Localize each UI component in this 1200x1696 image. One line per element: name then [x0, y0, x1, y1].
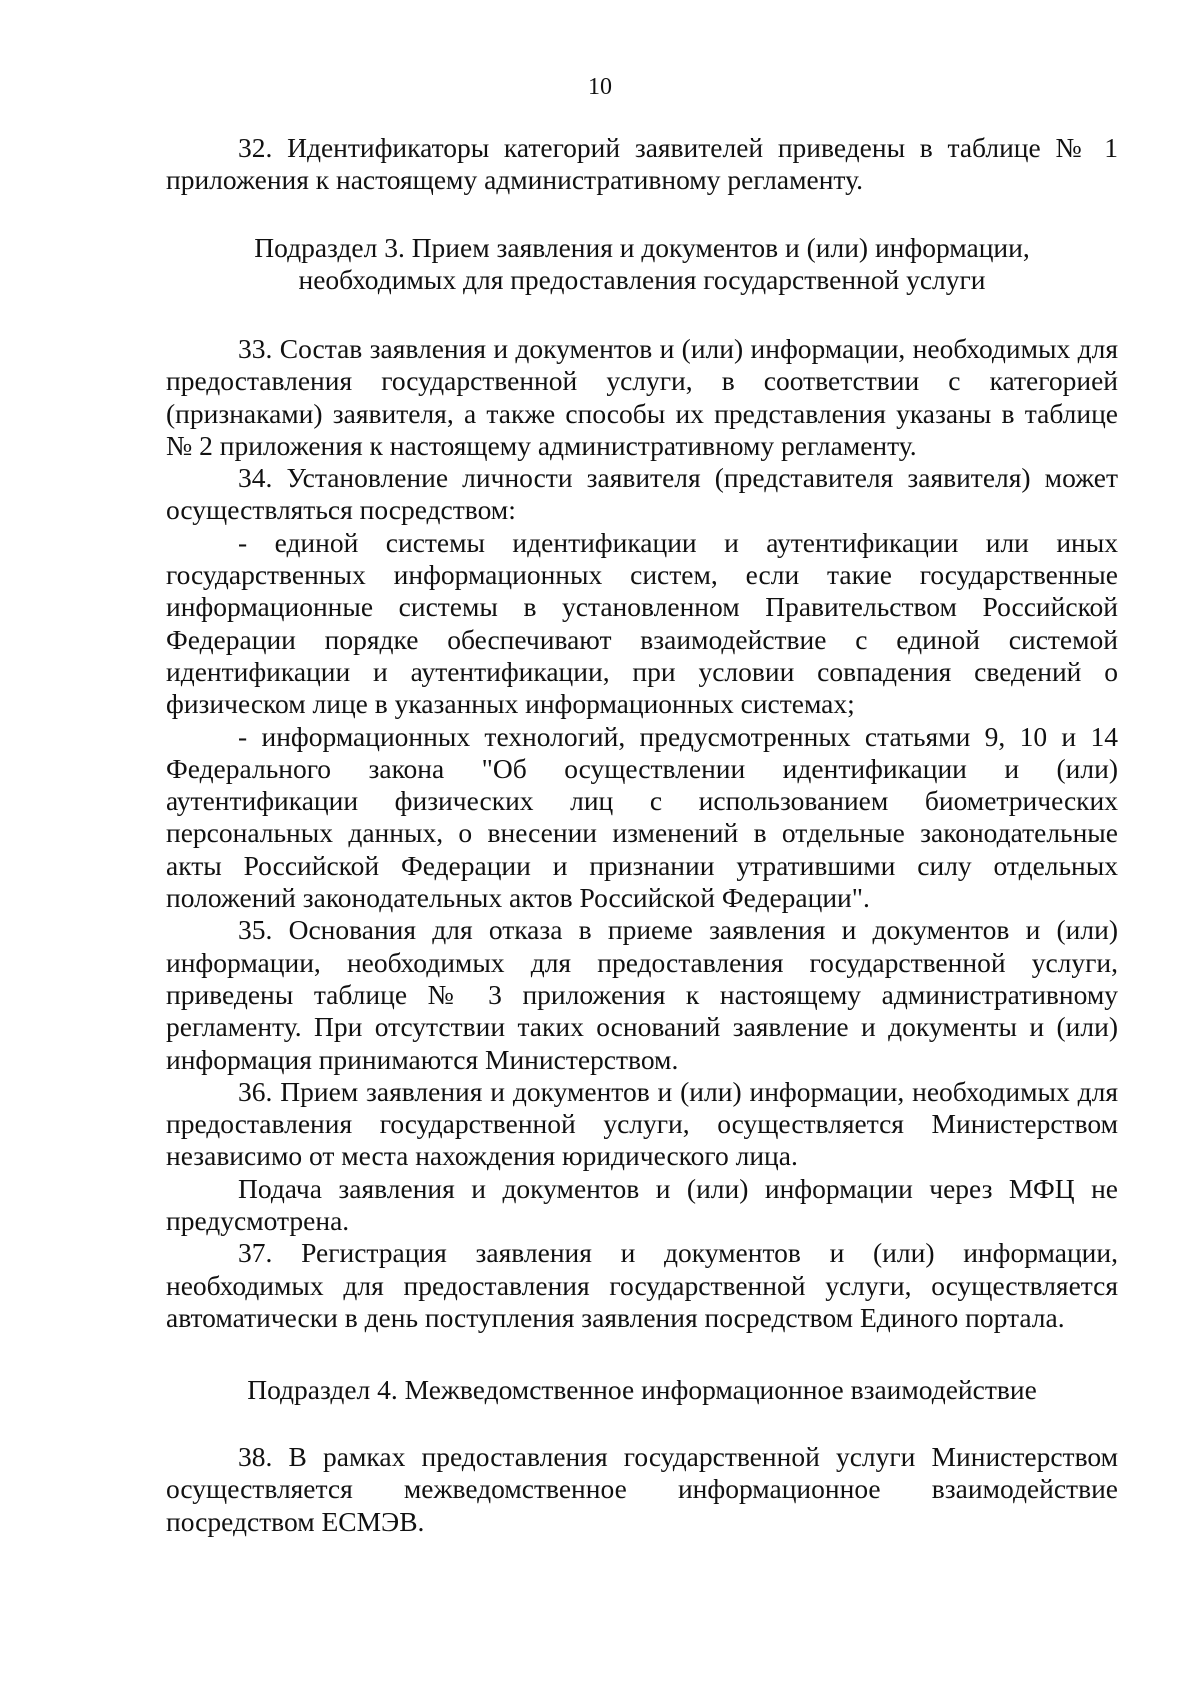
subsection-4-body	[166, 1441, 1118, 1538]
subsection-3-body	[166, 333, 1118, 1334]
paragraph-35: 35. Основания для отказа в приеме заявления и документов и (или) информации, необходимых для предоставления государственной услуги, приведены таблице № 3 приложения к настоящему административному регламенту. При отсутствии таких оснований заявление и документы и (или) информация принимаются Министерством.	[166, 914, 1118, 1075]
subsection-3-title	[166, 232, 1118, 297]
paragraph-36: 36. Прием заявления и документов и (или) информации, необходимых для предоставления государственной услуги, осуществляется Министерством независимо от места нахождения юридического лица.	[166, 1075, 1118, 1172]
subsection-4-title: Подраздел 4. Межведомственное информационное взаимодействие	[247, 1374, 1037, 1405]
page-number: 10	[588, 74, 612, 100]
paragraph-36-note: Подача заявления и документов и (или) информации через МФЦ не предусмотрена.	[166, 1172, 1118, 1237]
paragraph-37: 37. Регистрация заявления и документов и (или) информации, необходимых для предоставления государственной услуги, осуществляется автоматически в день поступления заявления посредством Единого портала.	[166, 1237, 1118, 1333]
paragraph-38: 38. В рамках предоставления государственной услуги Министерством осуществляется межведомственное информационное взаимодействие посредством ЕСМЭВ.	[166, 1441, 1118, 1537]
paragraph-34-bullet-1: - единой системы идентификации и аутентификации или иных государственных информационных систем, если такие государственные информационные системы в установленном Правительством Российской Федерации порядке обеспечивают взаимодействие с единой системой идентификации и аутентификации, при условии совпадения сведений о физическом лице в указанных информационных системах;	[166, 526, 1118, 720]
subsection-4-heading	[166, 1374, 1118, 1406]
paragraph-34: 34. Установление личности заявителя (представителя заявителя) может осуществляться посредством:	[166, 462, 1118, 526]
section-item-32	[166, 132, 1118, 197]
paragraph-33: 33. Состав заявления и документов и (или) информации, необходимых для предоставления государственной услуги, в соответствии с категорией (признаками) заявителя, а также способы их представления указаны в таблице № 2 приложения к настоящему административному регламенту.	[166, 333, 1118, 461]
paragraph-34-bullet-2: - информационных технологий, предусмотренных статьями 9, 10 и 14 Федерального закона "Об осуществлении идентификации и (или) аутентификации физических лиц с использованием биометрических персональных данных, о внесении изменений в отдельные законодательные акты Российской Федерации и признании утратившими силу отдельных положений законодательных актов Российской Федерации".	[166, 720, 1118, 914]
subsection-3-title-line-2: необходимых для предоставления государственной услуги	[298, 264, 986, 296]
subsection-3-heading	[166, 232, 1118, 297]
subsection-3-title-line-1: Подраздел 3. Прием заявления и документов и (или) информации,	[254, 232, 1030, 263]
paragraph-32: 32. Идентификаторы категорий заявителей приведены в таблице № 1 приложения к настоящему административному регламенту.	[166, 132, 1118, 196]
